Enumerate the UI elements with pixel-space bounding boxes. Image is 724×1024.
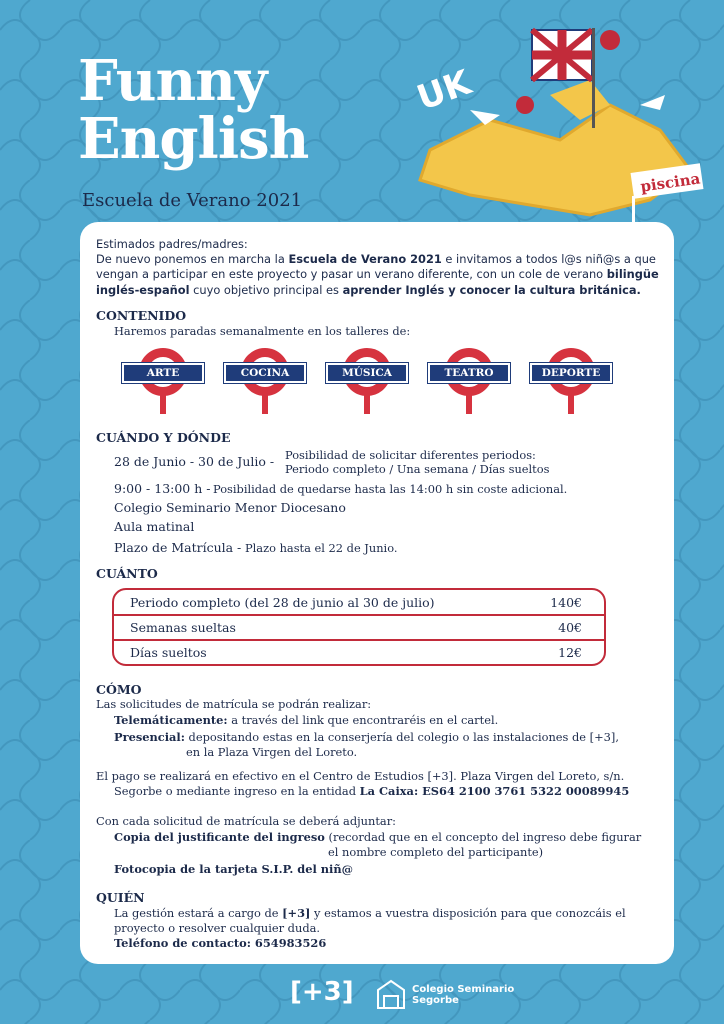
taller-sign-deporte: DEPORTE (530, 346, 612, 416)
intro-line-3: inglés-español cuyo objetivo principal es aprender Inglés y conocer la cultura británica. (96, 283, 641, 297)
fechas-nota-1: Posibilidad de solicitar diferentes periodos: (285, 448, 536, 462)
fechas: 28 de Junio - 30 de Julio - (114, 454, 275, 469)
aula: Aula matinal (114, 519, 195, 534)
taller-sign-teatro: TEATRO (428, 346, 510, 416)
quien-line-1: La gestión estará a cargo de [+3] y estamos a vuestra disposición para que conozcáis el (114, 906, 626, 920)
telematicamente: Telemáticamente: a través del link que encontraréis en el cartel. (114, 713, 499, 727)
como-intro: Las solicitudes de matrícula se podrán realizar: (96, 697, 372, 711)
telefono: Teléfono de contacto: 654983526 (114, 936, 327, 950)
lugar: Colegio Seminario Menor Diocesano (114, 500, 346, 515)
horario: 9:00 - 13:00 h - (114, 481, 211, 496)
como-heading: CÓMO (96, 682, 142, 697)
presencial-line-2: en la Plaza Virgen del Loreto. (186, 745, 358, 759)
cuanto-heading: CUÁNTO (96, 566, 158, 581)
copia-line-2: el nombre completo del participante) (328, 845, 544, 859)
price-row: Periodo completo (del 28 de junio al 30 de julio) 140€ (130, 595, 582, 610)
colegio-crest-icon (374, 978, 408, 1012)
piscina-label: piscina (639, 169, 702, 196)
greeting: Estimados padres/madres: (96, 237, 248, 251)
uk-map-illustration (360, 0, 724, 230)
taller-sign-cocina: COCINA (224, 346, 306, 416)
taller-sign-arte: ARTE (122, 346, 204, 416)
price-row: Días sueltos 12€ (130, 645, 582, 660)
logo-colegio: Colegio Seminario Segorbe (412, 984, 515, 1006)
cuando-heading: CUÁNDO Y DÓNDE (96, 430, 231, 445)
copia-justificante: Copia del justificante del ingreso (recordad que en el concepto del ingreso debe figurar (114, 830, 642, 844)
price-table (112, 588, 606, 666)
taller-sign-musica: MÚSICA (326, 346, 408, 416)
title-line-1: Funny (78, 48, 267, 114)
uk-label: UK (411, 62, 477, 119)
pago-line-2: Segorbe o mediante ingreso en la entidad La Caixa: ES64 2100 3761 5322 00089945 (114, 784, 630, 798)
title-line-2: English (78, 106, 309, 172)
intro-line-1: De nuevo ponemos en marcha la Escuela de Verano 2021 e invitamos a todos l@s niñ@s a que (96, 252, 656, 266)
adjuntar: Con cada solicitud de matrícula se deberá adjuntar: (96, 814, 396, 828)
page-title (78, 48, 309, 172)
fotocopia-sip: Fotocopia de la tarjeta S.I.P. del niñ@ (114, 862, 354, 876)
contenido-heading: CONTENIDO (96, 308, 187, 323)
intro-line-2: vengan a participar en este proyecto y pasar un verano diferente, con un cole de verano bilingüe (96, 267, 659, 281)
horario-nota: Posibilidad de quedarse hasta las 14:00 h sin coste adicional. (213, 482, 568, 496)
contenido-text: Haremos paradas semanalmente en los talleres de: (114, 324, 411, 338)
quien-line-2: proyecto o resolver cualquier duda. (114, 921, 321, 935)
plazo-nota: Plazo hasta el 22 de Junio. (245, 541, 398, 555)
fechas-nota-2: Periodo completo / Una semana / Días sueltos (285, 462, 550, 476)
price-row: Semanas sueltas 40€ (130, 620, 582, 635)
pago-line-1: El pago se realizará en efectivo en el Centro de Estudios [+3]. Plaza Virgen del Loreto, s/n. (96, 769, 625, 783)
quien-heading: QUIÉN (96, 890, 145, 905)
plazo: Plazo de Matrícula - (114, 540, 242, 555)
presencial: Presencial: depositando estas en la conserjería del colegio o las instalaciones de [+3], (114, 730, 619, 744)
page-subtitle: Escuela de Verano 2021 (82, 190, 303, 211)
logo-plus3: [+3] (290, 977, 354, 1007)
